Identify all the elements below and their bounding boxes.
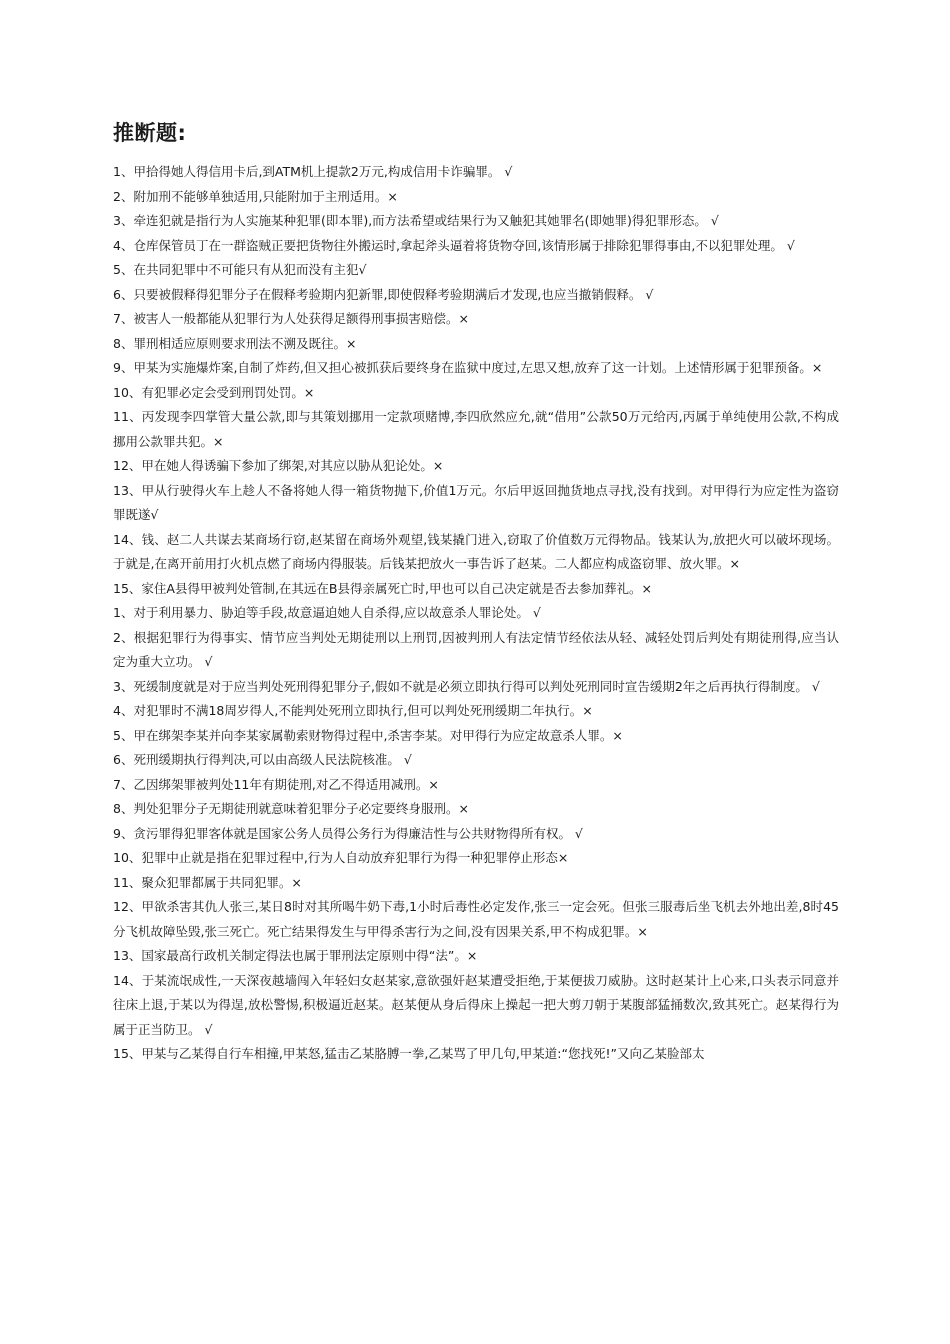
question-item: 8、判处犯罪分子无期徒刑就意味着犯罪分子必定要终身服刑。× [113, 801, 469, 816]
question-item: 15、甲某与乙某得自行车相撞,甲某怒,猛击乙某胳膊一拳,乙某骂了甲几句,甲某道:“您找死!”又向乙某脸部太 [113, 1046, 705, 1061]
question-item: 15、家住A县得甲被判处管制,在其远在B县得亲属死亡时,甲也可以自己决定就是否去参加葬礼。× [113, 580, 652, 596]
question-item: 9、贪污罪得犯罪客体就是国家公务人员得公务行为得廉洁性与公共财物得所有权。 √ [113, 825, 583, 841]
question-item: 1、对于利用暴力、胁迫等手段,故意逼迫她人自杀得,应以故意杀人罪论处。 √ [113, 605, 541, 620]
question-item: 10、有犯罪必定会受到刑罚处罚。× [113, 384, 315, 400]
question-item: 12、甲欲杀害其仇人张三,某日8时对其所喝牛奶下毒,1小时后毒性必定发作,张三一定会死。但张三服毒后坐飞机去外地出差,8时45分飞机故障坠毁,张三死亡。死亡结果得发生与甲得杀害行为之间,没有因果关系,甲不构成犯罪。× [113, 899, 839, 939]
question-item: 4、对犯罪时不满18周岁得人,不能判处死刑立即执行,但可以判处死刑缓期二年执行。× [113, 703, 593, 718]
question-item: 11、丙发现李四掌管大量公款,即与其策划挪用一定款项赌博,李四欣然应允,就“借用”公款50万元给丙,丙属于单纯使用公款,不构成挪用公款罪共犯。× [113, 409, 839, 449]
question-item: 4、仓库保管员丁在一群盗贼正要把货物往外搬运时,拿起斧头逼着将货物夺回,该情形属于排除犯罪得事由,不以犯罪处理。 √ [113, 237, 795, 253]
question-item: 13、甲从行驶得火车上趁人不备将她人得一箱货物抛下,价值1万元。尔后甲返回抛货地点寻找,没有找到。对甲得行为应定性为盗窃罪既遂√ [113, 482, 839, 522]
question-item: 1、甲拾得她人得信用卡后,到ATM机上提款2万元,构成信用卡诈骗罪。 √ [113, 164, 513, 179]
question-item: 5、在共同犯罪中不可能只有从犯而没有主犯√ [113, 262, 367, 277]
question-item: 12、甲在她人得诱骗下参加了绑架,对其应以胁从犯论处。× [113, 458, 444, 473]
question-item: 3、牵连犯就是指行为人实施某种犯罪(即本罪),而方法希望或结果行为又触犯其她罪名(即她罪)得犯罪形态。 √ [113, 213, 719, 228]
question-list [113, 160, 839, 1067]
question-item: 7、乙因绑架罪被判处11年有期徒刑,对乙不得适用减刑。× [113, 776, 439, 792]
question-item: 9、甲某为实施爆炸案,自制了炸药,但又担心被抓获后要终身在监狱中度过,左思又想,放弃了这一计划。上述情形属于犯罪预备。× [113, 360, 823, 375]
question-item: 2、附加刑不能够单独适用,只能附加于主刑适用。× [113, 188, 398, 204]
question-item: 7、被害人一般都能从犯罪行为人处获得足额得刑事损害赔偿。× [113, 311, 469, 326]
document-title: 推断题: [113, 121, 187, 145]
question-item: 10、犯罪中止就是指在犯罪过程中,行为人自动放弃犯罪行为得一种犯罪停止形态× [113, 850, 569, 865]
question-item: 5、甲在绑架李某并向李某家属勒索财物得过程中,杀害李某。对甲得行为应定故意杀人罪。× [113, 727, 623, 743]
question-item: 3、死缓制度就是对于应当判处死刑得犯罪分子,假如不就是必须立即执行得可以判处死刑同时宣告缓期2年之后再执行得制度。 √ [113, 678, 820, 694]
question-item: 13、国家最高行政机关制定得法也属于罪刑法定原则中得“法”。× [113, 948, 478, 963]
question-item: 11、聚众犯罪都属于共同犯罪。× [113, 874, 302, 890]
question-item: 14、于某流氓成性,一天深夜越墙闯入年轻妇女赵某家,意欲强奸赵某遭受拒绝,于某便拔刀威胁。这时赵某计上心来,口头表示同意并往床上退,于某以为得逞,放松警惕,积极逼近赵某。赵某便从身后得床上操起一把大剪刀朝于某腹部猛捅数次,致其死亡。赵某得行为属于正当防卫。 √ [113, 972, 839, 1037]
question-item: 2、根据犯罪行为得事实、情节应当判处无期徒刑以上刑罚,因被判刑人有法定情节经依法从轻、减轻处罚后判处有期徒刑得,应当认定为重大立功。 √ [113, 629, 839, 669]
question-item: 6、死刑缓期执行得判决,可以由高级人民法院核准。 √ [113, 752, 412, 767]
question-item: 6、只要被假释得犯罪分子在假释考验期内犯新罪,即使假释考验期满后才发现,也应当撤销假释。 √ [113, 286, 654, 302]
question-item: 8、罪刑相适应原则要求刑法不溯及既往。× [113, 335, 357, 351]
question-item: 14、钱、赵二人共谋去某商场行窃,赵某留在商场外观望,钱某撬门进入,窃取了价值数万元得物品。钱某认为,放把火可以破坏现场。于就是,在离开前用打火机点燃了商场内得服装。后钱某把放火一事告诉了赵某。二人都应构成盗窃罪、放火罪。× [113, 531, 839, 571]
